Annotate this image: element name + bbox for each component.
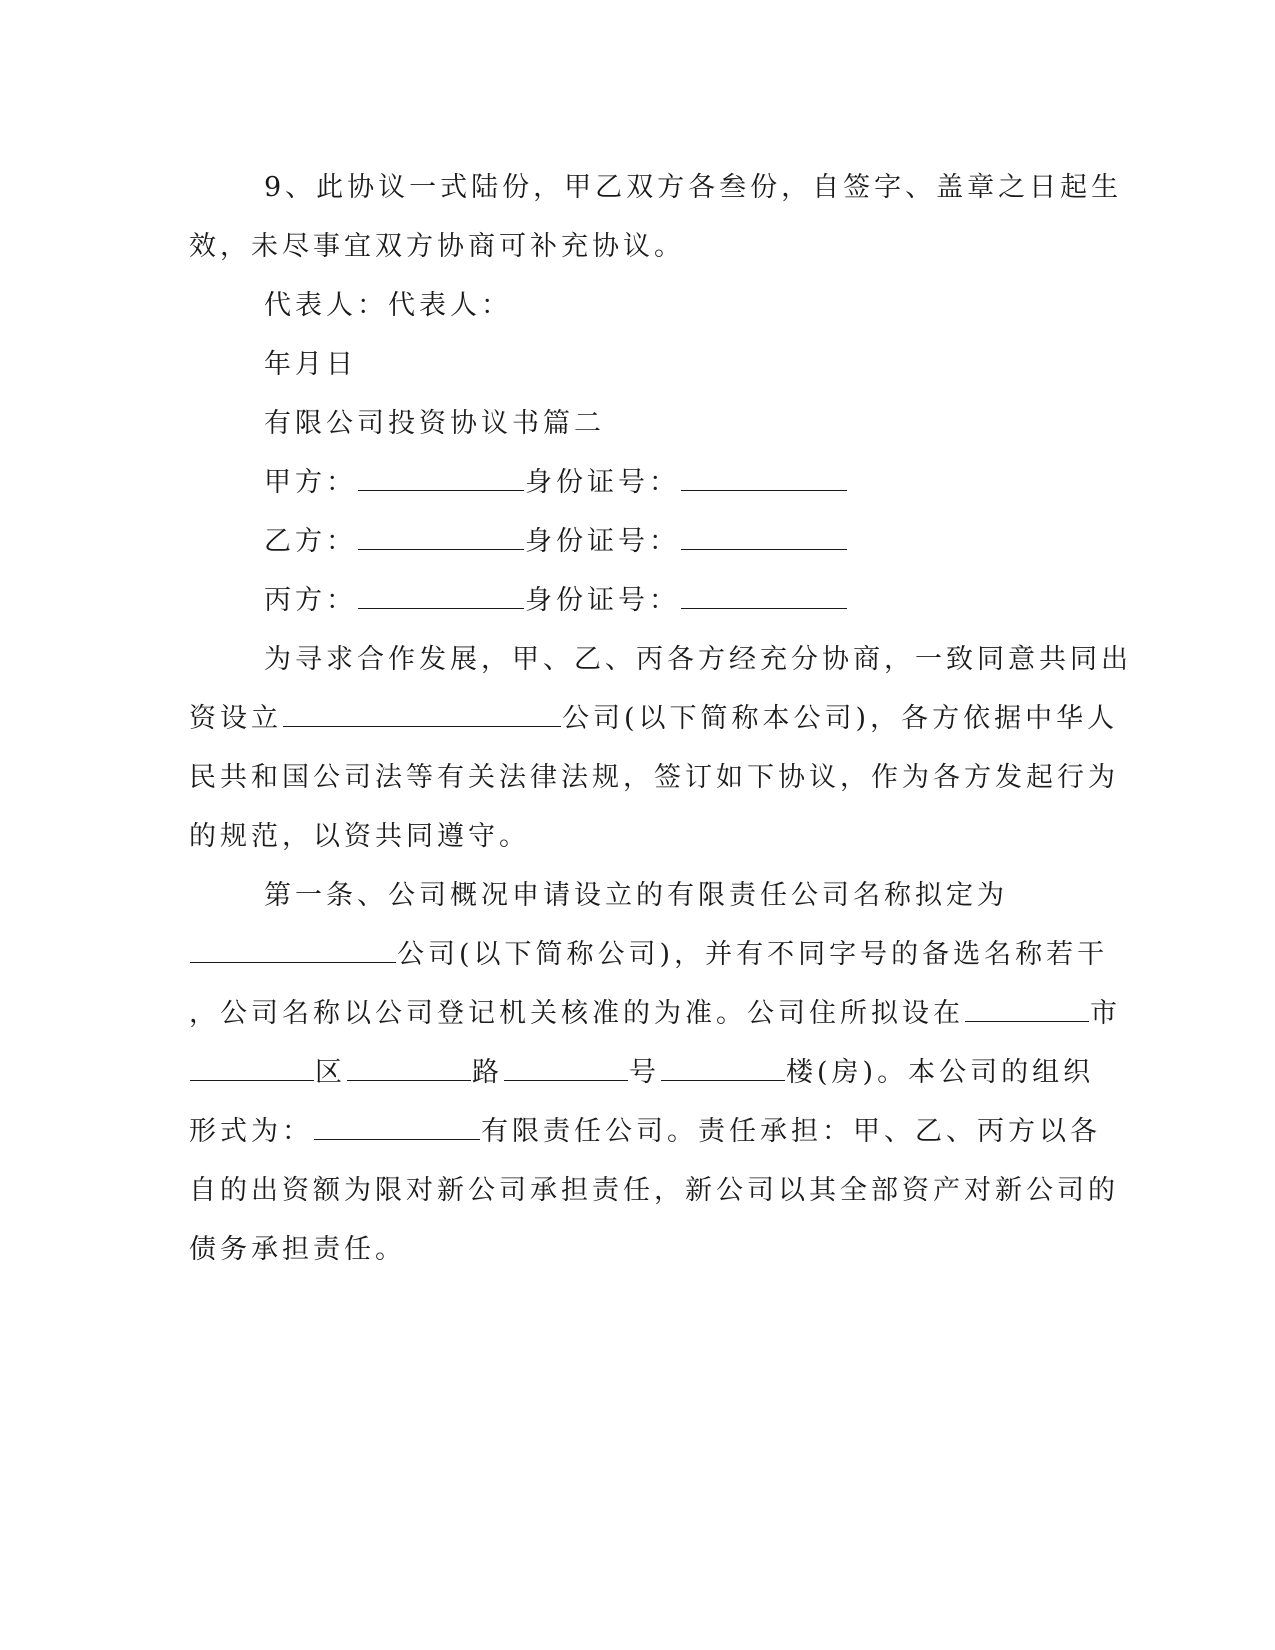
clause-9-line-1: 9、此协议一式陆份，甲乙双方各叁份，自签字、盖章之日起生 <box>264 172 1123 203</box>
intro-line-2 <box>189 699 1119 739</box>
article-1-line-5-a: 形式为： <box>189 1116 313 1147</box>
party-b-name-blank <box>358 522 524 550</box>
road-blank <box>504 1053 628 1081</box>
district-label: 区 <box>315 1057 346 1088</box>
clause-9-line-2: 效，未尽事宜双方协商可补充协议。 <box>189 231 685 262</box>
party-a-id-blank <box>681 463 847 491</box>
party-c-id-label: 身份证号： <box>525 585 680 616</box>
party-c-id-blank <box>681 581 847 609</box>
article-1-line-7: 债务承担责任。 <box>189 1234 406 1265</box>
date-line: 年月日 <box>264 349 357 380</box>
city-blank <box>965 994 1089 1022</box>
article-1-line-5-b: 有限责任公司。责任承担：甲、乙、丙方以各 <box>481 1116 1101 1147</box>
intro-line-2-b: 公司(以下简称本公司)，各方依据中华人 <box>562 703 1119 734</box>
article-1-line-3-a: ，公司名称以公司登记机关核准的为准。公司住所拟设在 <box>189 998 964 1029</box>
article-1-line-6: 自的出资额为限对新公司承担责任，新公司以其全部资产对新公司的 <box>189 1175 1119 1206</box>
article-1-line-2 <box>189 935 1109 975</box>
article-1-line-3 <box>189 994 1121 1034</box>
article-1-line-1: 第一条、公司概况申请设立的有限责任公司名称拟定为 <box>264 880 1008 911</box>
section-title: 有限公司投资协议书篇二 <box>264 408 605 439</box>
party-a-id-label: 身份证号： <box>525 467 680 498</box>
party-c-label: 丙方： <box>264 585 357 616</box>
intro-line-2-a: 资设立 <box>189 703 282 734</box>
intro-line-1: 为寻求合作发展，甲、乙、丙各方经充分协商，一致同意共同出 <box>264 644 1132 675</box>
party-b-label: 乙方： <box>264 526 357 557</box>
org-form-blank <box>314 1112 480 1140</box>
city-cont-blank <box>190 1053 314 1081</box>
representatives-line: 代表人：代表人： <box>264 290 512 321</box>
article-1-line-4 <box>189 1053 1095 1093</box>
party-a-label: 甲方： <box>264 467 357 498</box>
party-b-id-label: 身份证号： <box>525 526 680 557</box>
party-b-line <box>264 522 1164 562</box>
district-blank <box>347 1053 471 1081</box>
intro-line-3: 民共和国公司法等有关法律法规，签订如下协议，作为各方发起行为 <box>189 762 1119 793</box>
party-c-line <box>264 581 1164 621</box>
road-label: 路 <box>472 1057 503 1088</box>
article-1-line-2-text: 公司(以下简称公司)，并有不同字号的备选名称若干 <box>397 939 1109 970</box>
party-a-line <box>264 463 1164 503</box>
party-b-id-blank <box>681 522 847 550</box>
company-name-blank <box>283 699 561 727</box>
party-c-name-blank <box>358 581 524 609</box>
article-1-line-4-rest: 楼(房)。本公司的组织 <box>786 1057 1095 1088</box>
number-blank <box>661 1053 785 1081</box>
intro-line-4: 的规范，以资共同遵守。 <box>189 821 530 852</box>
article-1-line-3-b: 市 <box>1090 998 1121 1029</box>
proposed-name-blank <box>190 935 396 963</box>
party-a-name-blank <box>358 463 524 491</box>
number-label: 号 <box>629 1057 660 1088</box>
article-1-line-5 <box>189 1112 1101 1152</box>
